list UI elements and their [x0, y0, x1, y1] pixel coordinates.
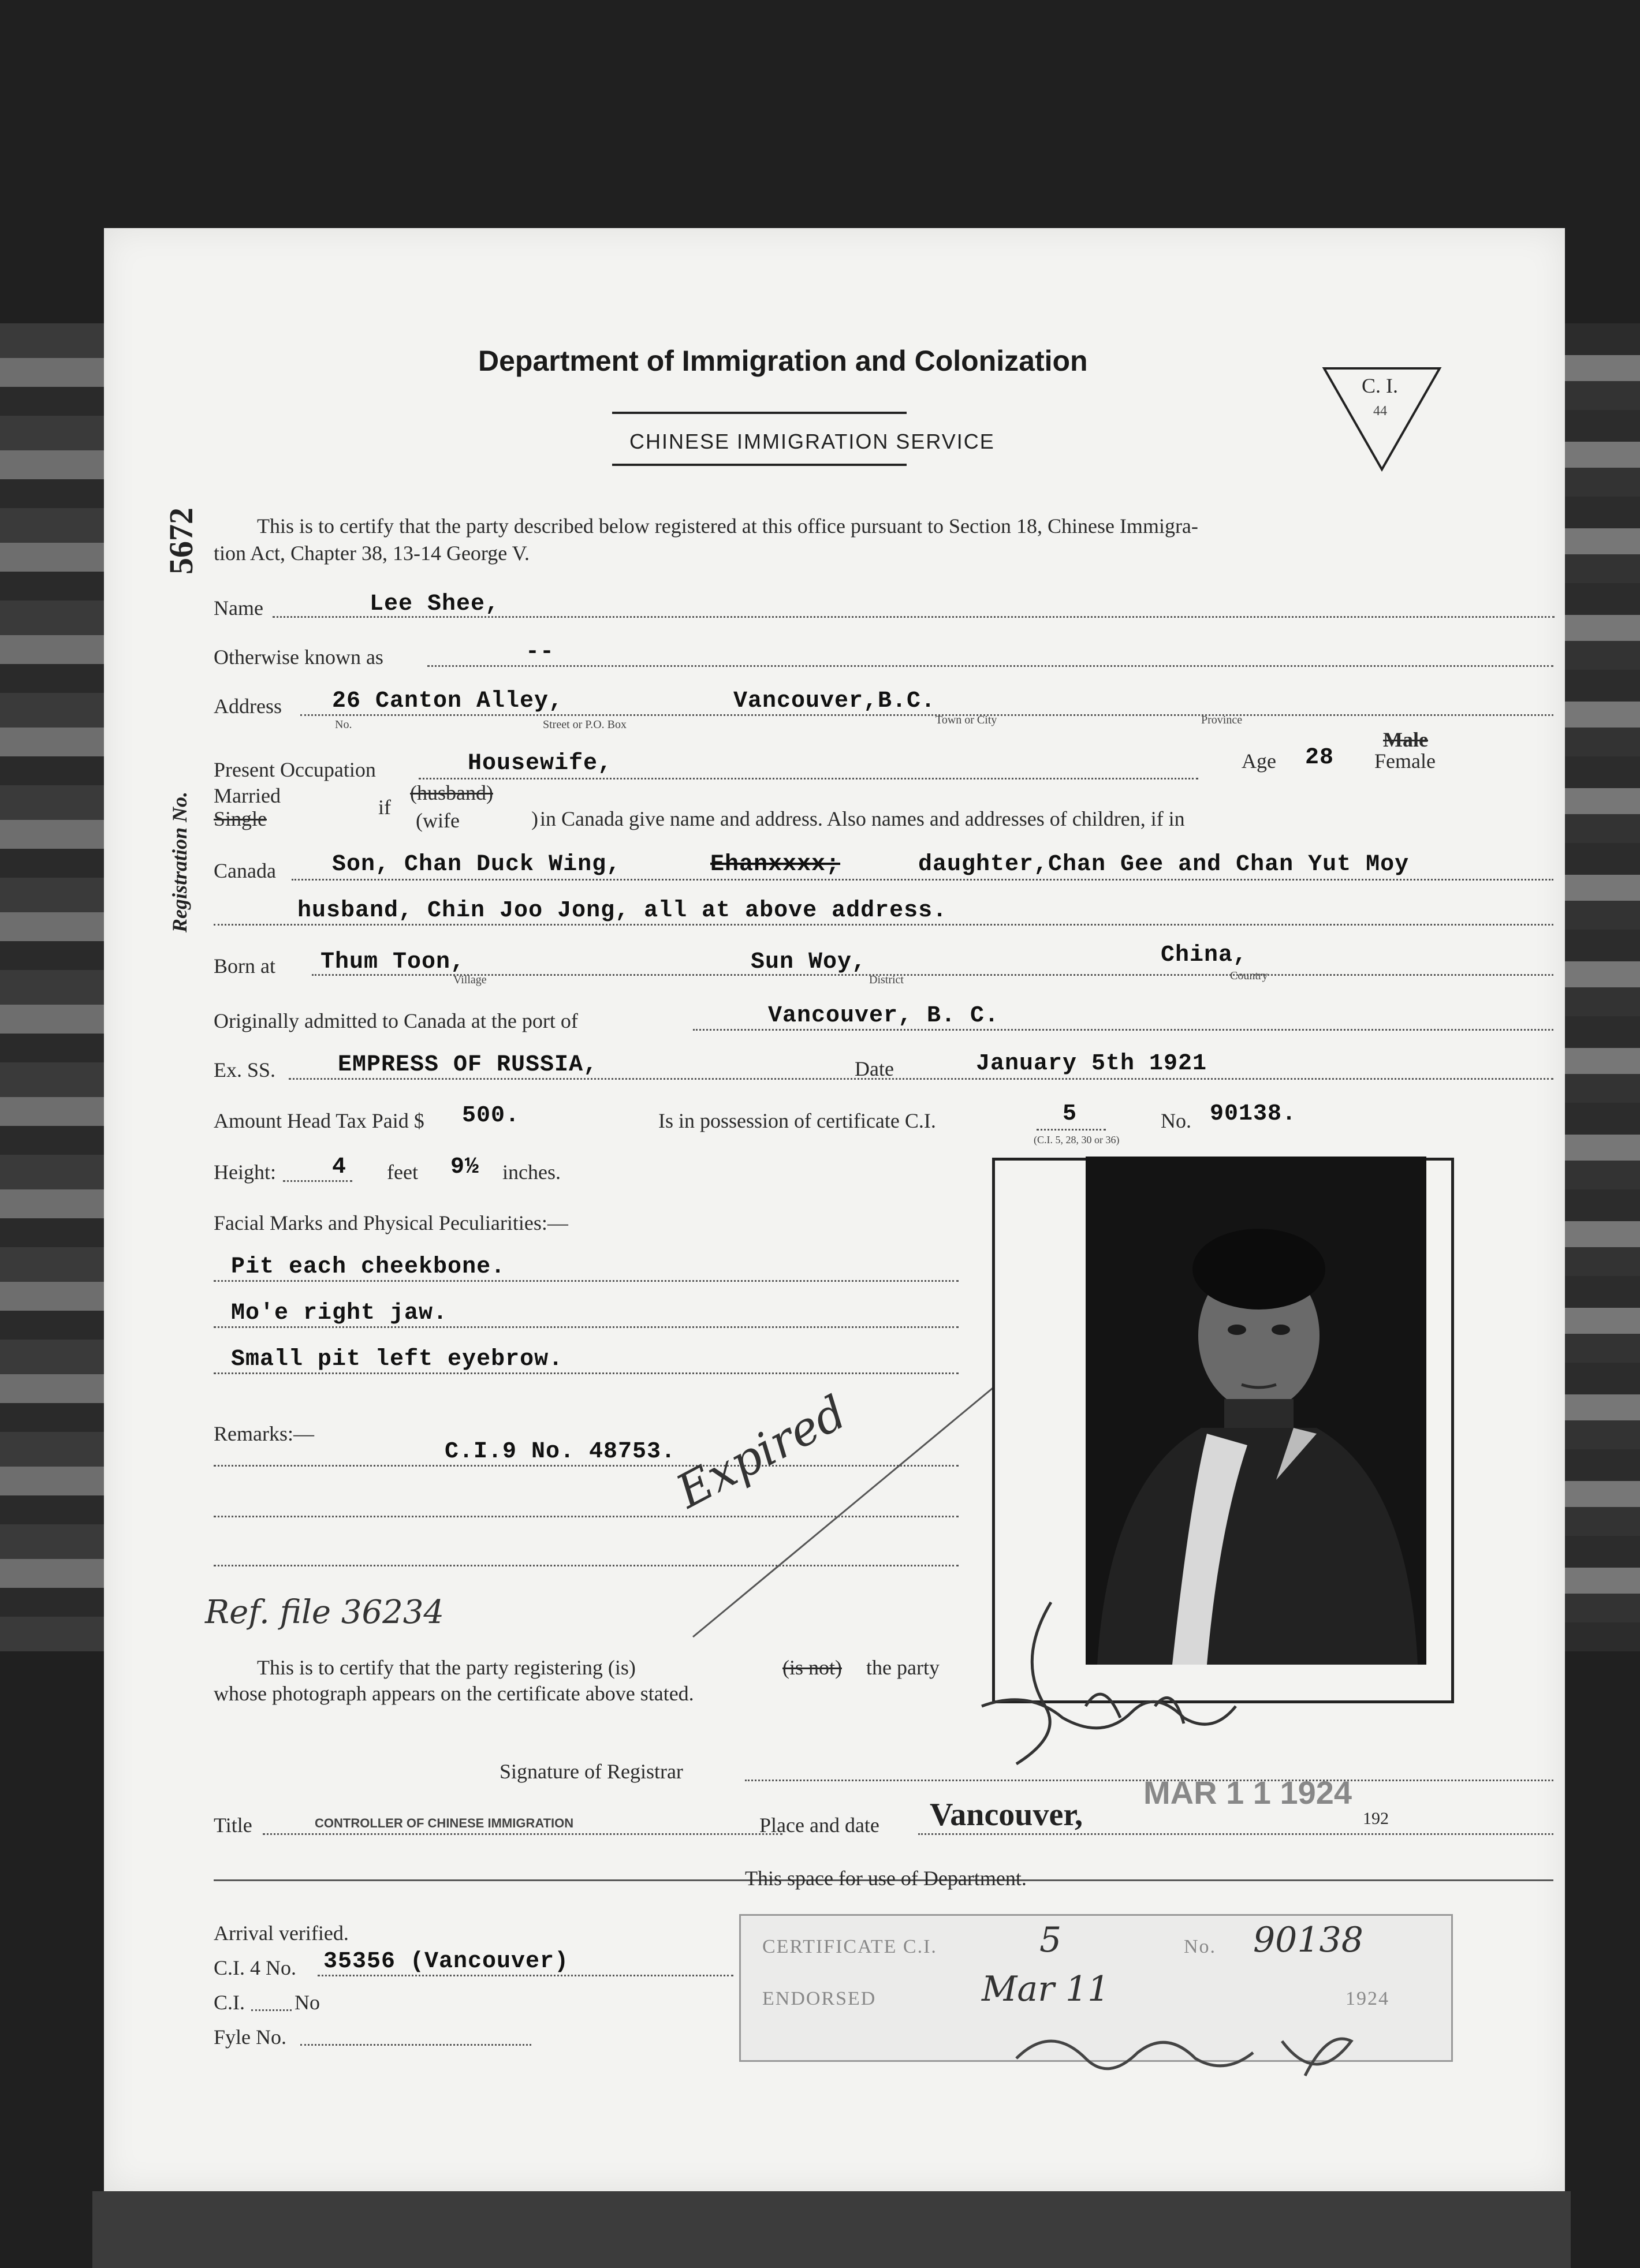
certificate-ci-value: 5 — [1063, 1101, 1078, 1127]
wife-text: (wife — [416, 809, 460, 832]
name-label: Name — [214, 596, 263, 620]
header-rule-top — [612, 412, 907, 414]
inches-label: inches. — [502, 1161, 561, 1184]
born-label: Born at — [214, 954, 275, 978]
height-feet: 4 — [332, 1154, 347, 1180]
if-text: if — [378, 796, 391, 819]
port-label: Originally admitted to Canada at the port of — [214, 1009, 578, 1032]
date-stamp: MAR 1 1 1924 — [1143, 1774, 1352, 1811]
canada-label: Canada — [214, 859, 276, 882]
occupation-label: Present Occupation — [214, 758, 376, 781]
fyle-label: Fyle No. — [214, 2025, 286, 2049]
born-village: Thum Toon, — [320, 949, 465, 975]
background-stripes-right — [1565, 323, 1640, 1651]
ci-no-label: No — [295, 1991, 320, 2014]
age-value: 28 — [1305, 745, 1335, 771]
ship-line — [289, 1078, 1553, 1080]
marks-label: Facial Marks and Physical Peculiarities:— — [214, 1211, 568, 1234]
ci-line — [251, 2009, 292, 2011]
mark2-line — [214, 1326, 959, 1328]
certificate-no-value: 90138. — [1210, 1101, 1297, 1127]
remarks-handwritten: Expired — [668, 1385, 855, 1519]
registration-label: Registration No. — [168, 791, 191, 932]
stamp-year: 1924 — [1345, 1988, 1389, 2009]
single-label: Single — [214, 807, 267, 830]
registration-certificate — [104, 228, 1565, 2191]
mark3-line — [214, 1372, 959, 1374]
department-title: Department of Immigration and Colonization — [478, 345, 1088, 377]
born-line — [312, 974, 1553, 976]
height-inches: 9½ — [450, 1154, 480, 1180]
certificate-ci-line — [1037, 1129, 1106, 1131]
address-city: Vancouver,B.C. — [733, 688, 936, 714]
title-line — [263, 1833, 782, 1835]
portrait-image — [1086, 1157, 1426, 1665]
form-code-line1: C. I. — [1362, 374, 1398, 397]
married-label: Married — [214, 784, 281, 807]
name-value: Lee Shee, — [370, 591, 500, 617]
ci4-line — [318, 1975, 733, 1976]
stamp-no-label: No. — [1184, 1936, 1217, 1957]
ci-label: C.I. — [214, 1991, 245, 2014]
stamp-signature-icon — [1005, 2006, 1374, 2099]
ship-label: Ex. SS. — [214, 1058, 276, 1081]
department-space-label: This space for use of Department. — [745, 1867, 1027, 1890]
sex-female: Female — [1374, 749, 1436, 773]
family-line2-rule — [214, 924, 1553, 926]
ci4-label: C.I. 4 No. — [214, 1956, 296, 1979]
feet-label: feet — [387, 1161, 418, 1184]
headtax-label: Amount Head Tax Paid $ — [214, 1109, 424, 1132]
family-line1-struck: Ehanxxxx; — [710, 852, 841, 878]
arrival-verified-label: Arrival verified. — [214, 1922, 349, 1945]
place-value: Vancouver, — [930, 1797, 1083, 1833]
remarks-value: C.I.9 No. 48753. — [445, 1439, 676, 1465]
stamp-date-hand: Mar 11 — [982, 1969, 1110, 2009]
address-label: Address — [214, 695, 282, 718]
height-feet-line — [283, 1180, 352, 1182]
occupation-value: Housewife, — [468, 751, 613, 777]
place-line — [918, 1833, 1553, 1835]
stamp-no-hand: 90138 — [1253, 1920, 1363, 1960]
photo-cert-line2: whose photograph appears on the certificate above stated. — [214, 1682, 694, 1705]
family-line1 — [292, 879, 1553, 881]
ci4-value: 35356 (Vancouver) — [323, 1949, 569, 1975]
aka-line — [427, 665, 1553, 667]
form-code-line2: 44 — [1373, 404, 1387, 419]
height-label: Height: — [214, 1161, 276, 1184]
born-sub-district: District — [869, 973, 904, 986]
sex-male: Male — [1383, 728, 1428, 751]
port-line — [693, 1029, 1553, 1031]
stamp-ci-hand: 5 — [1039, 1920, 1062, 1960]
registrant-photo — [1086, 1157, 1426, 1665]
certification-line2: tion Act, Chapter 38, 13-14 George V. — [214, 542, 530, 565]
born-country: China, — [1161, 942, 1248, 968]
stamp-line2: ENDORSED — [762, 1988, 877, 2009]
port-value: Vancouver, B. C. — [768, 1003, 1000, 1029]
aka-value: -- — [525, 639, 555, 665]
place-label: Place and date — [759, 1814, 879, 1837]
year-suffix: 192 — [1363, 1809, 1389, 1828]
photo-cert-line1-b: the party — [866, 1656, 940, 1679]
registration-number: 5672 — [162, 508, 200, 575]
date-label: Date — [855, 1057, 894, 1080]
certificate-no-label: No. — [1161, 1109, 1191, 1132]
photo-cert-line1-struck: (is not) — [782, 1656, 842, 1679]
certificate-label: Is in possession of certificate C.I. — [658, 1109, 936, 1132]
mark2: Mo'e right jaw. — [231, 1300, 448, 1326]
date-value: January 5th 1921 — [976, 1051, 1207, 1077]
family-line1-b: daughter,Chan Gee and Chan Yut Moy — [918, 852, 1410, 878]
stamp-line1: CERTIFICATE C.I. — [762, 1936, 937, 1957]
address-sub-town: Town or City — [935, 714, 997, 726]
born-sub-country: Country — [1230, 969, 1268, 982]
registrar-signature-icon — [912, 1591, 1317, 1781]
background-bottom-band — [92, 2191, 1571, 2268]
address-sub-no: No. — [335, 718, 352, 731]
fyle-line — [300, 2044, 531, 2046]
mark1-line — [214, 1280, 959, 1282]
title-label: Title — [214, 1814, 252, 1837]
mark1: Pit each cheekbone. — [231, 1254, 506, 1280]
headtax-value: 500. — [462, 1103, 520, 1129]
signature-label: Signature of Registrar — [500, 1760, 683, 1783]
age-label: Age — [1242, 749, 1276, 773]
header-rule-bottom — [612, 464, 907, 466]
husband-text: (husband) — [410, 781, 493, 804]
born-district: Sun Woy, — [751, 949, 867, 975]
background-stripes-left — [0, 323, 115, 1651]
address-line — [300, 714, 1553, 716]
address-street: 26 Canton Alley, — [332, 688, 564, 714]
family-line1-a: Son, Chan Duck Wing, — [332, 852, 621, 878]
reference-file: Ref. file 36234 — [205, 1594, 444, 1631]
wife-close: ) — [531, 807, 538, 830]
address-sub-street: Street or P.O. Box — [543, 718, 627, 731]
title-value: CONTROLLER OF CHINESE IMMIGRATION — [315, 1816, 574, 1830]
photo-cert-line1-a: This is to certify that the party registering (is) — [257, 1656, 636, 1679]
certificate-sub: (C.I. 5, 28, 30 or 36) — [1034, 1134, 1120, 1146]
occupation-line — [419, 778, 1198, 779]
remarks-label: Remarks:— — [214, 1422, 314, 1445]
address-sub-province: Province — [1201, 714, 1243, 726]
service-subtitle: CHINESE IMMIGRATION SERVICE — [629, 430, 995, 453]
born-sub-village: Village — [453, 973, 487, 986]
ship-value: EMPRESS OF RUSSIA, — [338, 1052, 598, 1078]
family-intro: in Canada give name and address. Also names and addresses of children, if in — [540, 807, 1185, 830]
family-line2: husband, Chin Joo Jong, all at above address. — [297, 898, 948, 924]
mark3: Small pit left eyebrow. — [231, 1346, 564, 1372]
certification-line1: This is to certify that the party described below registered at this office pursuant to Section 18, Chinese Immigra- — [257, 514, 1198, 538]
aka-label: Otherwise known as — [214, 646, 383, 669]
